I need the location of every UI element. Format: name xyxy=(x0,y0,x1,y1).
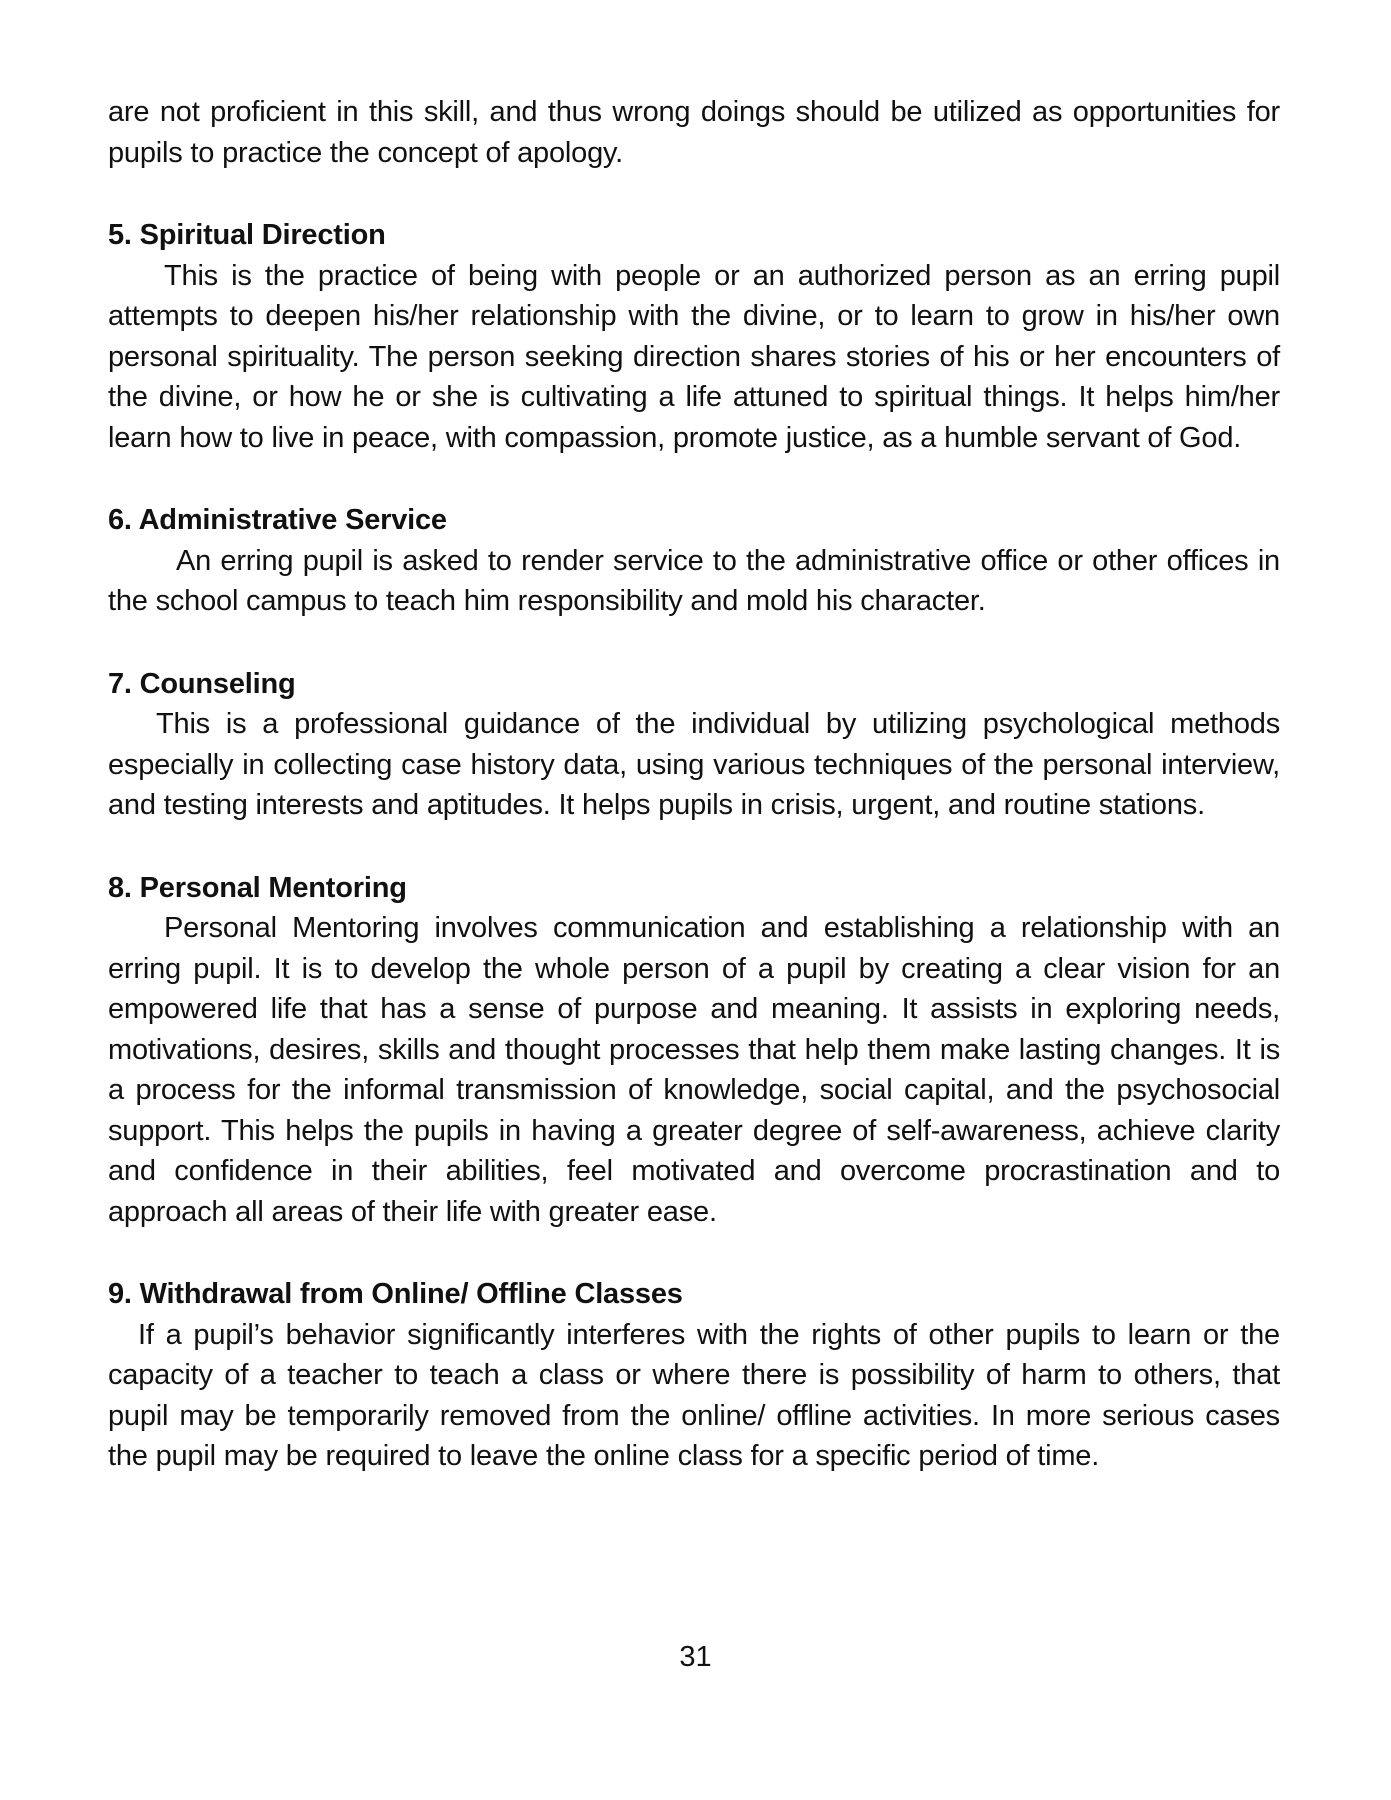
section-spiritual-direction xyxy=(108,215,1280,458)
section-withdrawal xyxy=(108,1274,1280,1477)
section-personal-mentoring xyxy=(108,868,1280,1233)
section-administrative-service xyxy=(108,500,1280,622)
section-counseling xyxy=(108,664,1280,826)
section-heading: 8. Personal Mentoring xyxy=(108,871,407,904)
intro-paragraph: are not proficient in this skill, and thus wrong doings should be utilized as opportunities for pupils to practice the concept of apology. xyxy=(108,96,1280,169)
section-body: An erring pupil is asked to render service to the administrative office or other offices in the school campus to teach him responsibility and mold his character. xyxy=(108,544,1280,617)
section-body: This is a professional guidance of the individual by utilizing psychological methods especially in collecting case history data, using various techniques of the personal interview, and testing interests and aptitudes. It helps pupils in crisis, urgent, and routine stations. xyxy=(108,708,1280,821)
section-heading: 7. Counseling xyxy=(108,667,296,700)
section-heading: 9. Withdrawal from Online/ Offline Classes xyxy=(108,1278,683,1310)
page-number: 31 xyxy=(679,1641,712,1673)
section-heading: 5. Spiritual Direction xyxy=(108,219,386,251)
section-body: If a pupil’s behavior significantly interferes with the rights of other pupils to learn or the capacity of a teacher to teach a class or where there is possibility of harm to others, that pupil may be temporarily removed from the online/ offline activities. In more serious cases the pupil may be required to leave the online class for a specific period of time. xyxy=(108,1318,1280,1472)
document-page xyxy=(108,92,1280,1477)
section-body: Personal Mentoring involves communication and establishing a relationship with an erring pupil. It is to develop the whole person of a pupil by creating a clear vision for an empowered life that has a sense of purpose and meaning. It assists in exploring needs, motivations, desires, skills and thought processes that help them make lasting changes. It is a process for the informal transmission of knowledge, social capital, and the psychosocial support. This helps the pupils in having a greater degree of self-awareness, achieve clarity and confidence in their abilities, feel motivated and overcome procrastination and to approach all areas of their life with greater ease. xyxy=(108,912,1280,1228)
section-heading: 6. Administrative Service xyxy=(108,504,447,536)
section-body: This is the practice of being with people or an authorized person as an erring pupil attempts to deepen his/her relationship with the divine, or to learn to grow in his/her own personal spirituality. The person seeking direction shares stories of his or her encounters of the divine, or how he or she is cultivating a life attuned to spiritual things. It helps him/her learn how to live in peace, with compassion, promote justice, as a humble servant of God. xyxy=(108,259,1280,454)
